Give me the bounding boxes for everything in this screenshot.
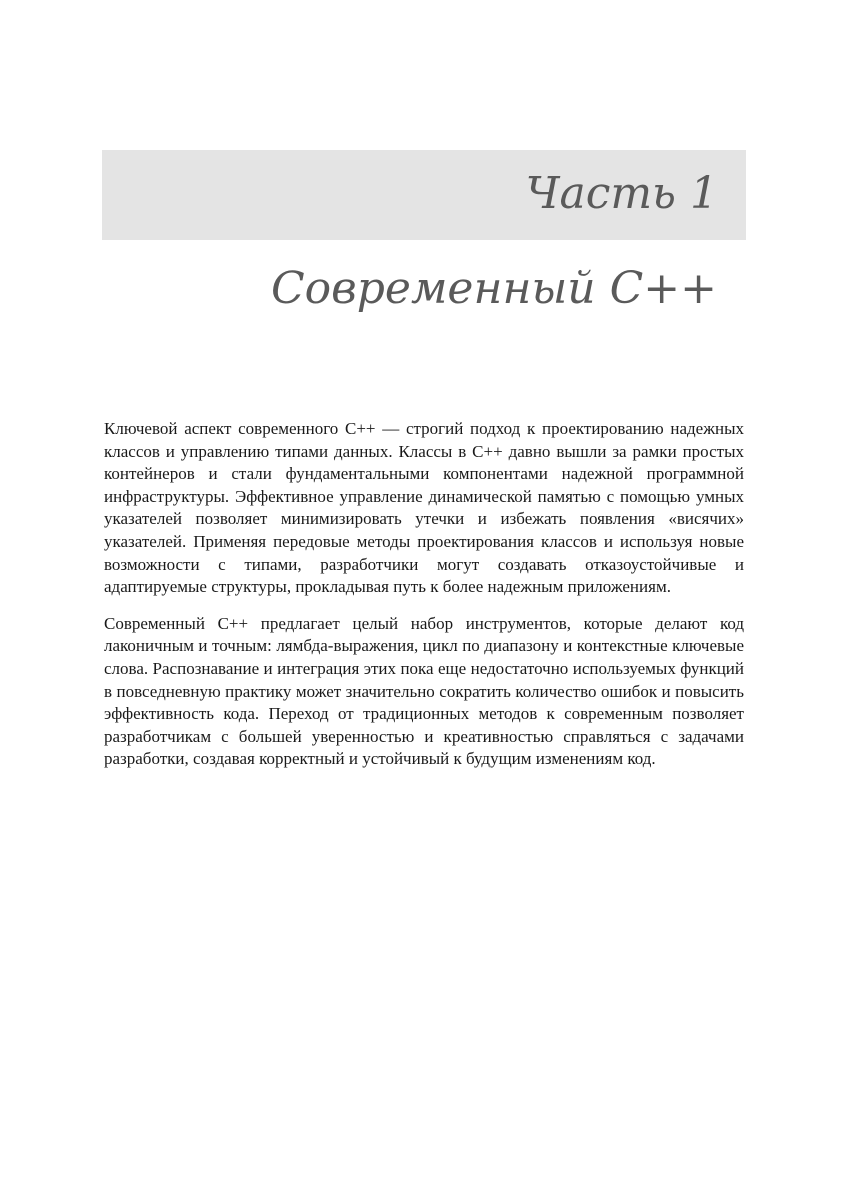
part-title: Современный C++ (270, 263, 717, 314)
part-header-band (102, 150, 746, 240)
body-text (104, 418, 744, 785)
paragraph-2: Современный C++ предлагает целый набор инструментов, которые делают код лаконичным и точным: лямбда-выражения, цикл по диапазону и контекстные ключевые слова. Распознавание и интеграция этих пока еще недостаточно используемых функций в повседневную практику может значительно сократить количество ошибок и повысить эффективность кода. Переход от традиционных методов к современным позволяет разработчикам с большей уверенностью и креативностью справляться с задачами разработки, создавая корректный и устойчивый к будущим изменениям код. (104, 613, 744, 769)
paragraph-1: Ключевой аспект современного C++ — строгий подход к проектированию надежных классов и управлению типами данных. Классы в C++ давно вышли за рамки простых контейнеров и стали фундаментальными компонентами надежной программной инфраструктуры. Эффективное управление динамической памятью с помощью умных указателей позволяет минимизировать утечки и избежать появления «висячих» указателей. Применяя передовые методы проектирования классов и используя новые возможности с типами, разработчики могут создавать отказоустойчивые и адаптируемые структуры, прокладывая путь к более надежным приложениям. (104, 419, 744, 597)
part-label: Часть 1 (525, 168, 718, 219)
